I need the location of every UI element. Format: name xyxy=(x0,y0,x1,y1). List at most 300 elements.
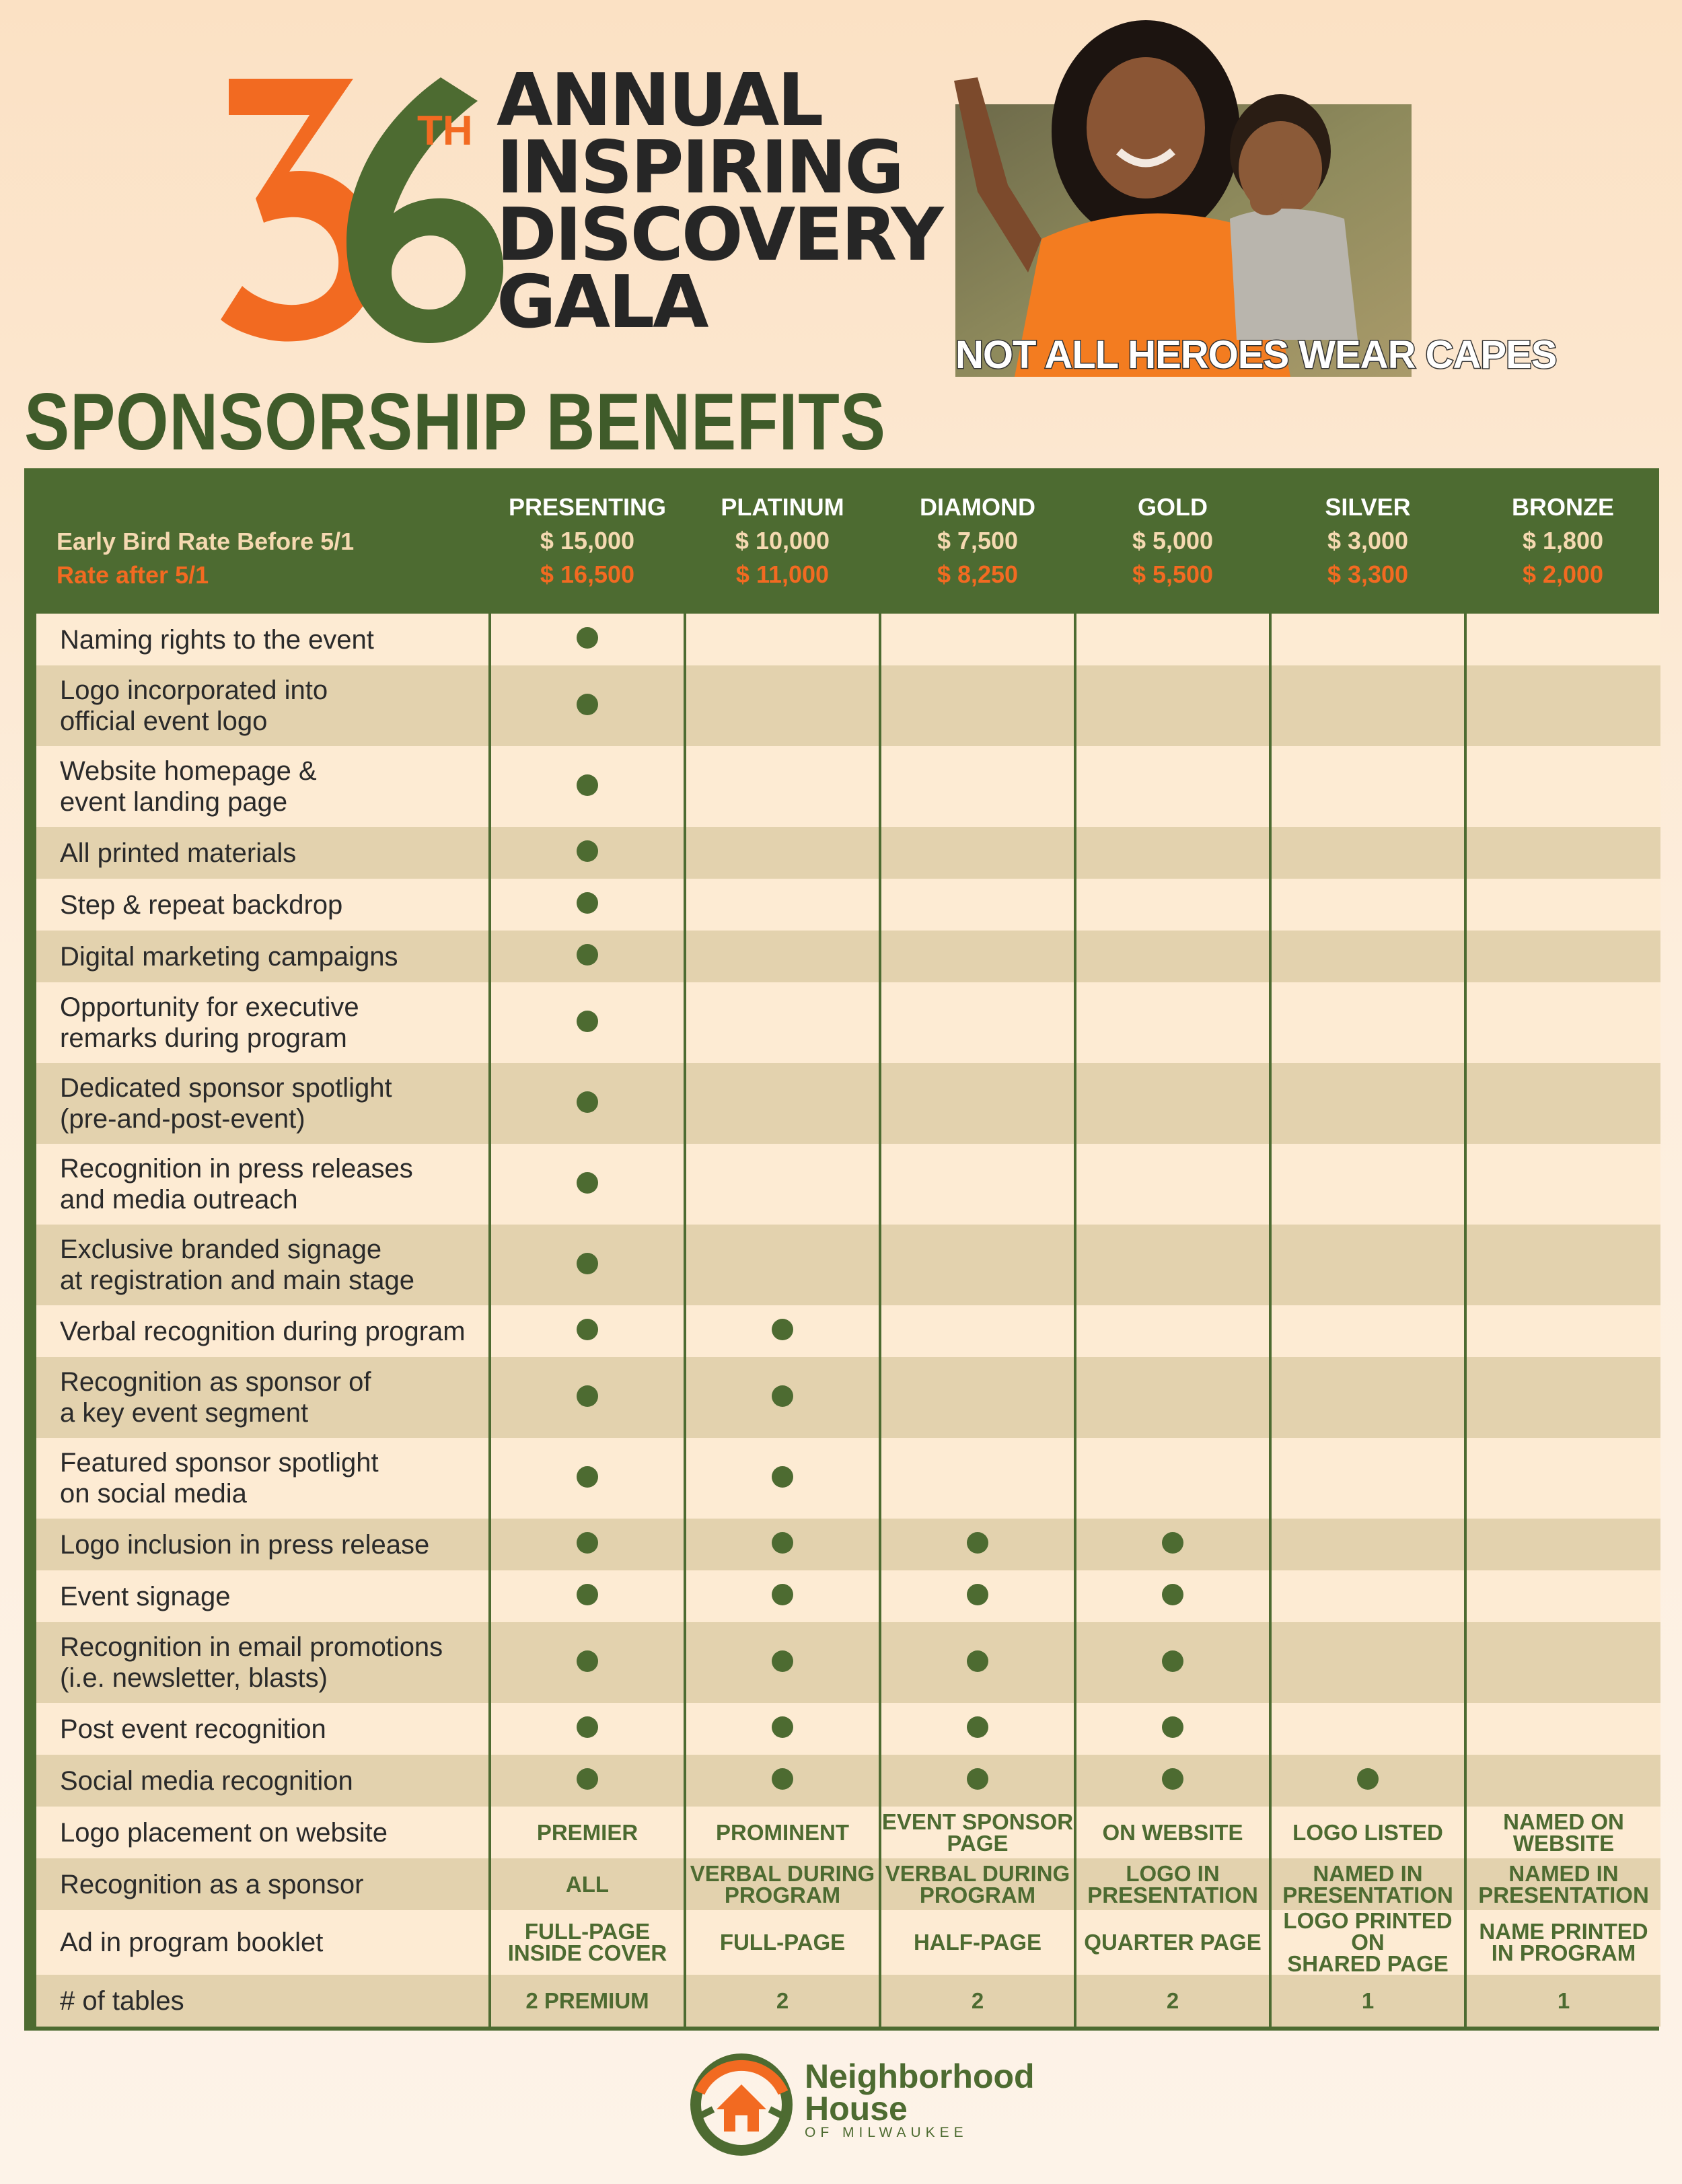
table-header-row xyxy=(36,468,1660,614)
anniversary-number: 36 xyxy=(215,64,217,65)
benefit-label xyxy=(36,879,490,931)
benefit-cell xyxy=(1465,1975,1660,2027)
benefit-cell-text: PRESENTATION xyxy=(1282,1882,1453,1907)
included-dot-icon xyxy=(1162,1532,1183,1554)
benefit-cell xyxy=(1270,879,1465,931)
included-dot-icon xyxy=(1162,1768,1183,1790)
benefit-cell xyxy=(1270,982,1465,1063)
benefit-cell-text: 2 xyxy=(1166,1988,1179,2013)
benefit-cell xyxy=(1075,1975,1270,2027)
included-dot-icon xyxy=(577,944,598,966)
benefit-label-line: Digital marketing campaigns xyxy=(60,941,398,972)
benefit-cell xyxy=(685,1357,880,1438)
table-row xyxy=(36,746,1660,827)
benefit-cell xyxy=(1075,1438,1270,1519)
benefit-cell xyxy=(1075,614,1270,665)
benefit-cell xyxy=(880,982,1075,1063)
benefit-cell xyxy=(685,746,880,827)
benefit-cell xyxy=(685,1858,880,1910)
benefit-label xyxy=(36,1225,490,1305)
org-name-line: House xyxy=(805,2090,908,2127)
benefit-cell xyxy=(1465,931,1660,982)
benefit-cell xyxy=(1465,1519,1660,1570)
benefit-label xyxy=(36,746,490,827)
benefit-cell xyxy=(490,879,685,931)
table-row xyxy=(36,1144,1660,1225)
benefit-cell xyxy=(880,1144,1075,1225)
tier-after-price: $ 2,000 xyxy=(1522,560,1604,588)
benefit-cell xyxy=(1465,665,1660,746)
benefit-label-line: Logo inclusion in press release xyxy=(60,1529,430,1560)
benefit-cell xyxy=(685,1570,880,1622)
benefit-cell xyxy=(880,1858,1075,1910)
benefit-cell xyxy=(1465,879,1660,931)
included-dot-icon xyxy=(772,1385,793,1407)
tier-header-diamond xyxy=(880,468,1075,614)
included-dot-icon xyxy=(577,1253,598,1274)
benefit-cell xyxy=(1270,1570,1465,1622)
benefit-label-line: Naming rights to the event xyxy=(60,624,374,655)
benefit-cell-text: PRESENTATION xyxy=(1087,1882,1258,1907)
benefit-cell xyxy=(1270,1622,1465,1703)
included-dot-icon xyxy=(967,1532,988,1554)
tier-name: BRONZE xyxy=(1512,493,1614,521)
included-dot-icon xyxy=(577,1011,598,1032)
benefit-cell-text: IN PROGRAM xyxy=(1491,1940,1636,1965)
included-dot-icon xyxy=(1162,1584,1183,1605)
included-dot-icon xyxy=(577,1385,598,1407)
benefit-label-line: All printed materials xyxy=(60,838,297,868)
benefit-label-line: Dedicated sponsor spotlight xyxy=(60,1073,392,1103)
benefit-cell xyxy=(1270,665,1465,746)
table-row xyxy=(36,665,1660,746)
benefit-label xyxy=(36,1144,490,1225)
benefit-cell xyxy=(880,1975,1075,2027)
benefit-cell xyxy=(1465,1438,1660,1519)
benefit-cell xyxy=(490,1438,685,1519)
benefit-label xyxy=(36,1519,490,1570)
benefit-cell xyxy=(1465,614,1660,665)
table-row xyxy=(36,1438,1660,1519)
benefit-cell xyxy=(490,1225,685,1305)
benefit-cell xyxy=(880,1438,1075,1519)
benefit-cell xyxy=(1465,1305,1660,1357)
tier-header-presenting xyxy=(490,468,685,614)
benefit-cell xyxy=(1270,1703,1465,1755)
benefit-cell xyxy=(1270,1357,1465,1438)
benefit-cell xyxy=(880,931,1075,982)
early-bird-label: Early Bird Rate Before 5/1 xyxy=(57,527,355,555)
benefit-cell xyxy=(1075,1225,1270,1305)
benefit-cell xyxy=(1270,827,1465,879)
table-row xyxy=(36,1225,1660,1305)
benefit-label xyxy=(36,1910,490,1975)
tier-after-price: $ 11,000 xyxy=(735,560,830,588)
benefit-cell xyxy=(880,1519,1075,1570)
benefit-cell xyxy=(490,1703,685,1755)
included-dot-icon xyxy=(577,694,598,715)
benefit-cell xyxy=(685,1703,880,1755)
benefit-label-line: Recognition in email promotions xyxy=(60,1632,443,1662)
benefit-cell xyxy=(1270,1975,1465,2027)
benefit-cell xyxy=(490,1357,685,1438)
benefit-label xyxy=(36,1703,490,1755)
table-row xyxy=(36,879,1660,931)
org-name-line: Neighborhood xyxy=(805,2058,1035,2095)
benefit-cell xyxy=(1465,1858,1660,1910)
tier-name: SILVER xyxy=(1325,493,1411,521)
tier-after-price: $ 8,250 xyxy=(937,560,1019,588)
benefit-label-line: Logo placement on website xyxy=(60,1817,388,1848)
benefit-cell xyxy=(685,1063,880,1144)
benefit-cell xyxy=(490,746,685,827)
benefit-cell xyxy=(1465,746,1660,827)
benefit-cell xyxy=(1270,1519,1465,1570)
benefit-label-line: Opportunity for executive xyxy=(60,992,359,1022)
included-dot-icon xyxy=(577,1091,598,1113)
benefit-cell xyxy=(490,827,685,879)
benefit-cell xyxy=(880,1225,1075,1305)
benefit-cell xyxy=(1075,827,1270,879)
tier-name: GOLD xyxy=(1138,493,1208,521)
benefit-cell xyxy=(880,879,1075,931)
benefit-cell xyxy=(1075,1807,1270,1858)
benefit-cell xyxy=(685,665,880,746)
tier-name: PLATINUM xyxy=(721,493,844,521)
table-row xyxy=(36,1570,1660,1622)
included-dot-icon xyxy=(772,1532,793,1554)
benefit-cell xyxy=(1075,1144,1270,1225)
benefit-cell xyxy=(490,1305,685,1357)
benefit-cell-text: LOGO LISTED xyxy=(1292,1819,1443,1845)
benefit-label xyxy=(36,1807,490,1858)
benefit-cell-text: 2 xyxy=(776,1988,789,2013)
included-dot-icon xyxy=(967,1768,988,1790)
benefit-cell xyxy=(490,1519,685,1570)
table-row xyxy=(36,1910,1660,1975)
benefit-cell xyxy=(1075,1519,1270,1570)
included-dot-icon xyxy=(577,892,598,914)
benefit-cell-text: PROMINENT xyxy=(716,1819,849,1845)
benefit-cell xyxy=(1075,879,1270,931)
benefit-cell xyxy=(880,1357,1075,1438)
benefit-label-line: at registration and main stage xyxy=(60,1266,414,1295)
benefit-cell-text: FULL-PAGE xyxy=(524,1919,651,1944)
benefit-label-line: (i.e. newsletter, blasts) xyxy=(60,1663,328,1693)
benefit-cell xyxy=(880,1622,1075,1703)
benefit-label xyxy=(36,1858,490,1910)
included-dot-icon xyxy=(1357,1768,1379,1790)
benefit-label-line: # of tables xyxy=(60,1986,184,2016)
benefit-cell xyxy=(1075,982,1270,1063)
tier-early-price: $ 3,000 xyxy=(1327,527,1409,554)
benefit-label xyxy=(36,1438,490,1519)
benefit-cell xyxy=(1465,827,1660,879)
benefit-cell xyxy=(1075,931,1270,982)
benefit-cell-text: 2 PREMIUM xyxy=(525,1988,649,2013)
benefit-label xyxy=(36,1755,490,1807)
tier-early-price: $ 7,500 xyxy=(937,527,1019,554)
benefit-cell xyxy=(1270,1225,1465,1305)
gala-title xyxy=(497,59,942,344)
benefit-cell xyxy=(490,1755,685,1807)
benefit-label xyxy=(36,1305,490,1357)
benefit-cell xyxy=(685,1225,880,1305)
table-row xyxy=(36,1357,1660,1438)
benefit-cell xyxy=(1270,1305,1465,1357)
benefit-cell xyxy=(490,1910,685,1975)
benefit-cell xyxy=(1075,665,1270,746)
benefit-cell-text: FULL-PAGE xyxy=(719,1930,846,1955)
table-row xyxy=(36,1622,1660,1703)
benefit-cell xyxy=(1270,1755,1465,1807)
benefit-cell xyxy=(1465,1755,1660,1807)
tier-early-price: $ 15,000 xyxy=(540,527,635,554)
benefit-cell xyxy=(490,1570,685,1622)
included-dot-icon xyxy=(577,1716,598,1738)
included-dot-icon xyxy=(577,1319,598,1340)
section-title: SPONSORSHIP BENEFITS xyxy=(24,377,886,467)
benefit-cell xyxy=(685,1910,880,1975)
benefit-cell-text: LOGO PRINTED ON xyxy=(1283,1908,1453,1955)
benefit-cell-text: NAMED IN xyxy=(1313,1860,1423,1886)
benefit-cell-text: VERBAL DURING xyxy=(690,1860,875,1886)
included-dot-icon xyxy=(577,627,598,649)
benefit-cell xyxy=(1465,1703,1660,1755)
benefit-cell xyxy=(685,879,880,931)
benefit-cell xyxy=(1270,1910,1465,1975)
benefit-cell xyxy=(1465,1144,1660,1225)
benefit-cell xyxy=(880,614,1075,665)
tier-header-platinum xyxy=(685,468,880,614)
benefit-label xyxy=(36,1357,490,1438)
benefit-cell xyxy=(1075,1622,1270,1703)
included-dot-icon xyxy=(967,1716,988,1738)
included-dot-icon xyxy=(772,1584,793,1605)
benefit-cell xyxy=(490,665,685,746)
benefit-cell xyxy=(880,1703,1075,1755)
included-dot-icon xyxy=(1162,1716,1183,1738)
benefit-cell xyxy=(685,931,880,982)
benefit-cell-text: PREMIER xyxy=(536,1819,638,1845)
org-location: OF MILWAUKEE xyxy=(805,2125,968,2140)
benefit-cell-text: INSIDE COVER xyxy=(507,1940,667,1965)
tier-early-price: $ 5,000 xyxy=(1132,527,1214,554)
benefit-cell xyxy=(685,1755,880,1807)
benefit-cell xyxy=(1075,1858,1270,1910)
included-dot-icon xyxy=(772,1716,793,1738)
benefit-cell-text: PROGRAM xyxy=(724,1882,841,1907)
table-row xyxy=(36,1858,1660,1910)
benefit-cell xyxy=(880,1807,1075,1858)
benefit-cell xyxy=(685,1807,880,1858)
benefit-cell xyxy=(880,1063,1075,1144)
included-dot-icon xyxy=(577,840,598,862)
included-dot-icon xyxy=(1162,1650,1183,1672)
title-line: ANNUAL xyxy=(497,59,822,143)
table-row xyxy=(36,1975,1660,2027)
benefit-label-line: Social media recognition xyxy=(60,1766,353,1796)
benefit-cell xyxy=(1075,1910,1270,1975)
tier-early-price: $ 1,800 xyxy=(1522,527,1604,554)
benefits-table-frame xyxy=(24,468,1659,2031)
included-dot-icon xyxy=(772,1466,793,1488)
benefit-label-line: Recognition as sponsor of xyxy=(60,1367,371,1397)
benefit-cell xyxy=(685,827,880,879)
rate-labels xyxy=(36,468,490,614)
benefit-cell xyxy=(1465,1063,1660,1144)
benefit-cell-text: 2 xyxy=(971,1988,984,2013)
included-dot-icon xyxy=(577,1650,598,1672)
benefit-cell-text: NAMED ON xyxy=(1503,1809,1624,1834)
included-dot-icon xyxy=(577,1532,598,1554)
benefit-cell xyxy=(880,746,1075,827)
included-dot-icon xyxy=(577,774,598,796)
included-dot-icon xyxy=(577,1768,598,1790)
tier-after-price: $ 16,500 xyxy=(540,560,635,588)
benefit-cell xyxy=(1075,1755,1270,1807)
benefit-cell-text: PROGRAM xyxy=(919,1882,1036,1907)
benefit-cell xyxy=(1075,1570,1270,1622)
tier-after-price: $ 3,300 xyxy=(1327,560,1409,588)
benefit-cell xyxy=(490,1858,685,1910)
included-dot-icon xyxy=(577,1172,598,1194)
benefit-label-line: Verbal recognition during program xyxy=(60,1316,466,1346)
benefit-label-line: Exclusive branded signage xyxy=(60,1235,382,1264)
benefit-cell-text: QUARTER PAGE xyxy=(1084,1930,1262,1955)
benefit-cell-text: ON WEBSITE xyxy=(1102,1819,1243,1845)
benefit-cell-text: 1 xyxy=(1557,1988,1570,2013)
table-row xyxy=(36,982,1660,1063)
benefit-cell xyxy=(1075,1063,1270,1144)
benefit-cell xyxy=(1075,746,1270,827)
included-dot-icon xyxy=(577,1584,598,1605)
benefit-cell-text: PRESENTATION xyxy=(1478,1882,1649,1907)
benefit-cell-text: VERBAL DURING xyxy=(885,1860,1070,1886)
benefit-cell-text: PAGE xyxy=(947,1830,1009,1856)
benefit-cell xyxy=(1465,1357,1660,1438)
benefit-cell xyxy=(880,665,1075,746)
benefit-label xyxy=(36,827,490,879)
benefit-cell xyxy=(1270,931,1465,982)
table-row xyxy=(36,1755,1660,1807)
benefit-cell xyxy=(490,1975,685,2027)
benefit-cell-text: LOGO IN xyxy=(1126,1860,1220,1886)
benefit-cell xyxy=(1465,1910,1660,1975)
title-line: GALA xyxy=(497,260,707,344)
tier-name: DIAMOND xyxy=(920,493,1035,521)
36th-anniversary-logo xyxy=(215,64,505,353)
benefit-cell xyxy=(1270,1438,1465,1519)
benefit-cell-text: EVENT SPONSOR xyxy=(881,1809,1074,1834)
header xyxy=(0,0,1682,377)
benefit-cell xyxy=(490,1807,685,1858)
benefit-cell xyxy=(685,614,880,665)
benefit-cell xyxy=(1465,1622,1660,1703)
benefit-cell xyxy=(685,1975,880,2027)
benefit-label xyxy=(36,1063,490,1144)
table-row xyxy=(36,827,1660,879)
ordinal-suffix: TH xyxy=(417,108,473,154)
benefit-cell xyxy=(1270,746,1465,827)
tier-early-price: $ 10,000 xyxy=(735,527,830,554)
benefit-cell xyxy=(880,1910,1075,1975)
benefit-cell xyxy=(1075,1703,1270,1755)
benefit-label-line: event landing page xyxy=(60,787,288,817)
benefit-cell xyxy=(880,1305,1075,1357)
org-name xyxy=(805,2060,1035,2125)
benefit-label xyxy=(36,1570,490,1622)
benefit-cell-text: WEBSITE xyxy=(1512,1830,1615,1856)
benefit-label-line: Step & repeat backdrop xyxy=(60,889,343,920)
included-dot-icon xyxy=(772,1650,793,1672)
benefit-cell-text: NAMED IN xyxy=(1508,1860,1619,1886)
title-line: INSPIRING xyxy=(497,126,903,210)
benefit-label-line: remarks during program xyxy=(60,1023,347,1053)
benefit-cell xyxy=(685,1622,880,1703)
benefit-cell xyxy=(1270,1807,1465,1858)
benefit-cell xyxy=(1465,1570,1660,1622)
table-row xyxy=(36,1807,1660,1858)
tier-header-gold xyxy=(1075,468,1270,614)
benefit-cell xyxy=(685,1519,880,1570)
benefit-cell xyxy=(880,827,1075,879)
benefit-cell xyxy=(685,982,880,1063)
benefit-label-line: and media outreach xyxy=(60,1185,298,1214)
benefit-label-line: Logo incorporated into xyxy=(60,676,328,705)
included-dot-icon xyxy=(967,1584,988,1605)
benefit-cell xyxy=(1270,1063,1465,1144)
benefit-cell xyxy=(1075,1357,1270,1438)
benefits-table xyxy=(36,468,1660,2027)
tier-header-silver xyxy=(1270,468,1465,614)
benefit-cell xyxy=(1270,1858,1465,1910)
benefit-cell xyxy=(685,1144,880,1225)
benefit-cell-text: SHARED PAGE xyxy=(1287,1951,1449,1976)
title-line: DISCOVERY xyxy=(497,193,942,277)
included-dot-icon xyxy=(772,1768,793,1790)
benefit-label xyxy=(36,614,490,665)
photo-caption: NOT ALL HEROES WEAR CAPES xyxy=(955,333,1557,377)
benefit-cell-text: HALF-PAGE xyxy=(913,1930,1042,1955)
benefit-cell xyxy=(685,1305,880,1357)
benefit-cell xyxy=(880,1570,1075,1622)
included-dot-icon xyxy=(772,1319,793,1340)
benefit-cell xyxy=(880,1755,1075,1807)
benefit-cell xyxy=(490,1063,685,1144)
benefit-cell xyxy=(1270,1144,1465,1225)
benefit-cell xyxy=(490,614,685,665)
table-row xyxy=(36,1063,1660,1144)
benefit-cell xyxy=(685,1438,880,1519)
benefit-label-line: Recognition in press releases xyxy=(60,1154,413,1184)
benefit-label xyxy=(36,931,490,982)
benefit-cell xyxy=(1465,982,1660,1063)
rate-after-label: Rate after 5/1 xyxy=(57,561,209,589)
benefit-cell xyxy=(1075,1305,1270,1357)
table-row xyxy=(36,931,1660,982)
hero-photo xyxy=(914,17,1557,377)
benefit-label xyxy=(36,1975,490,2027)
benefit-cell xyxy=(490,982,685,1063)
benefit-label-line: a key event segment xyxy=(60,1398,309,1428)
benefit-cell xyxy=(490,1144,685,1225)
benefit-label-line: Ad in program booklet xyxy=(60,1928,324,1957)
benefit-label-line: Recognition as a sponsor xyxy=(60,1869,364,1899)
table-body xyxy=(36,614,1660,2027)
benefit-label-line: Featured sponsor spotlight xyxy=(60,1448,379,1478)
benefit-label-line: Website homepage & xyxy=(60,756,317,786)
